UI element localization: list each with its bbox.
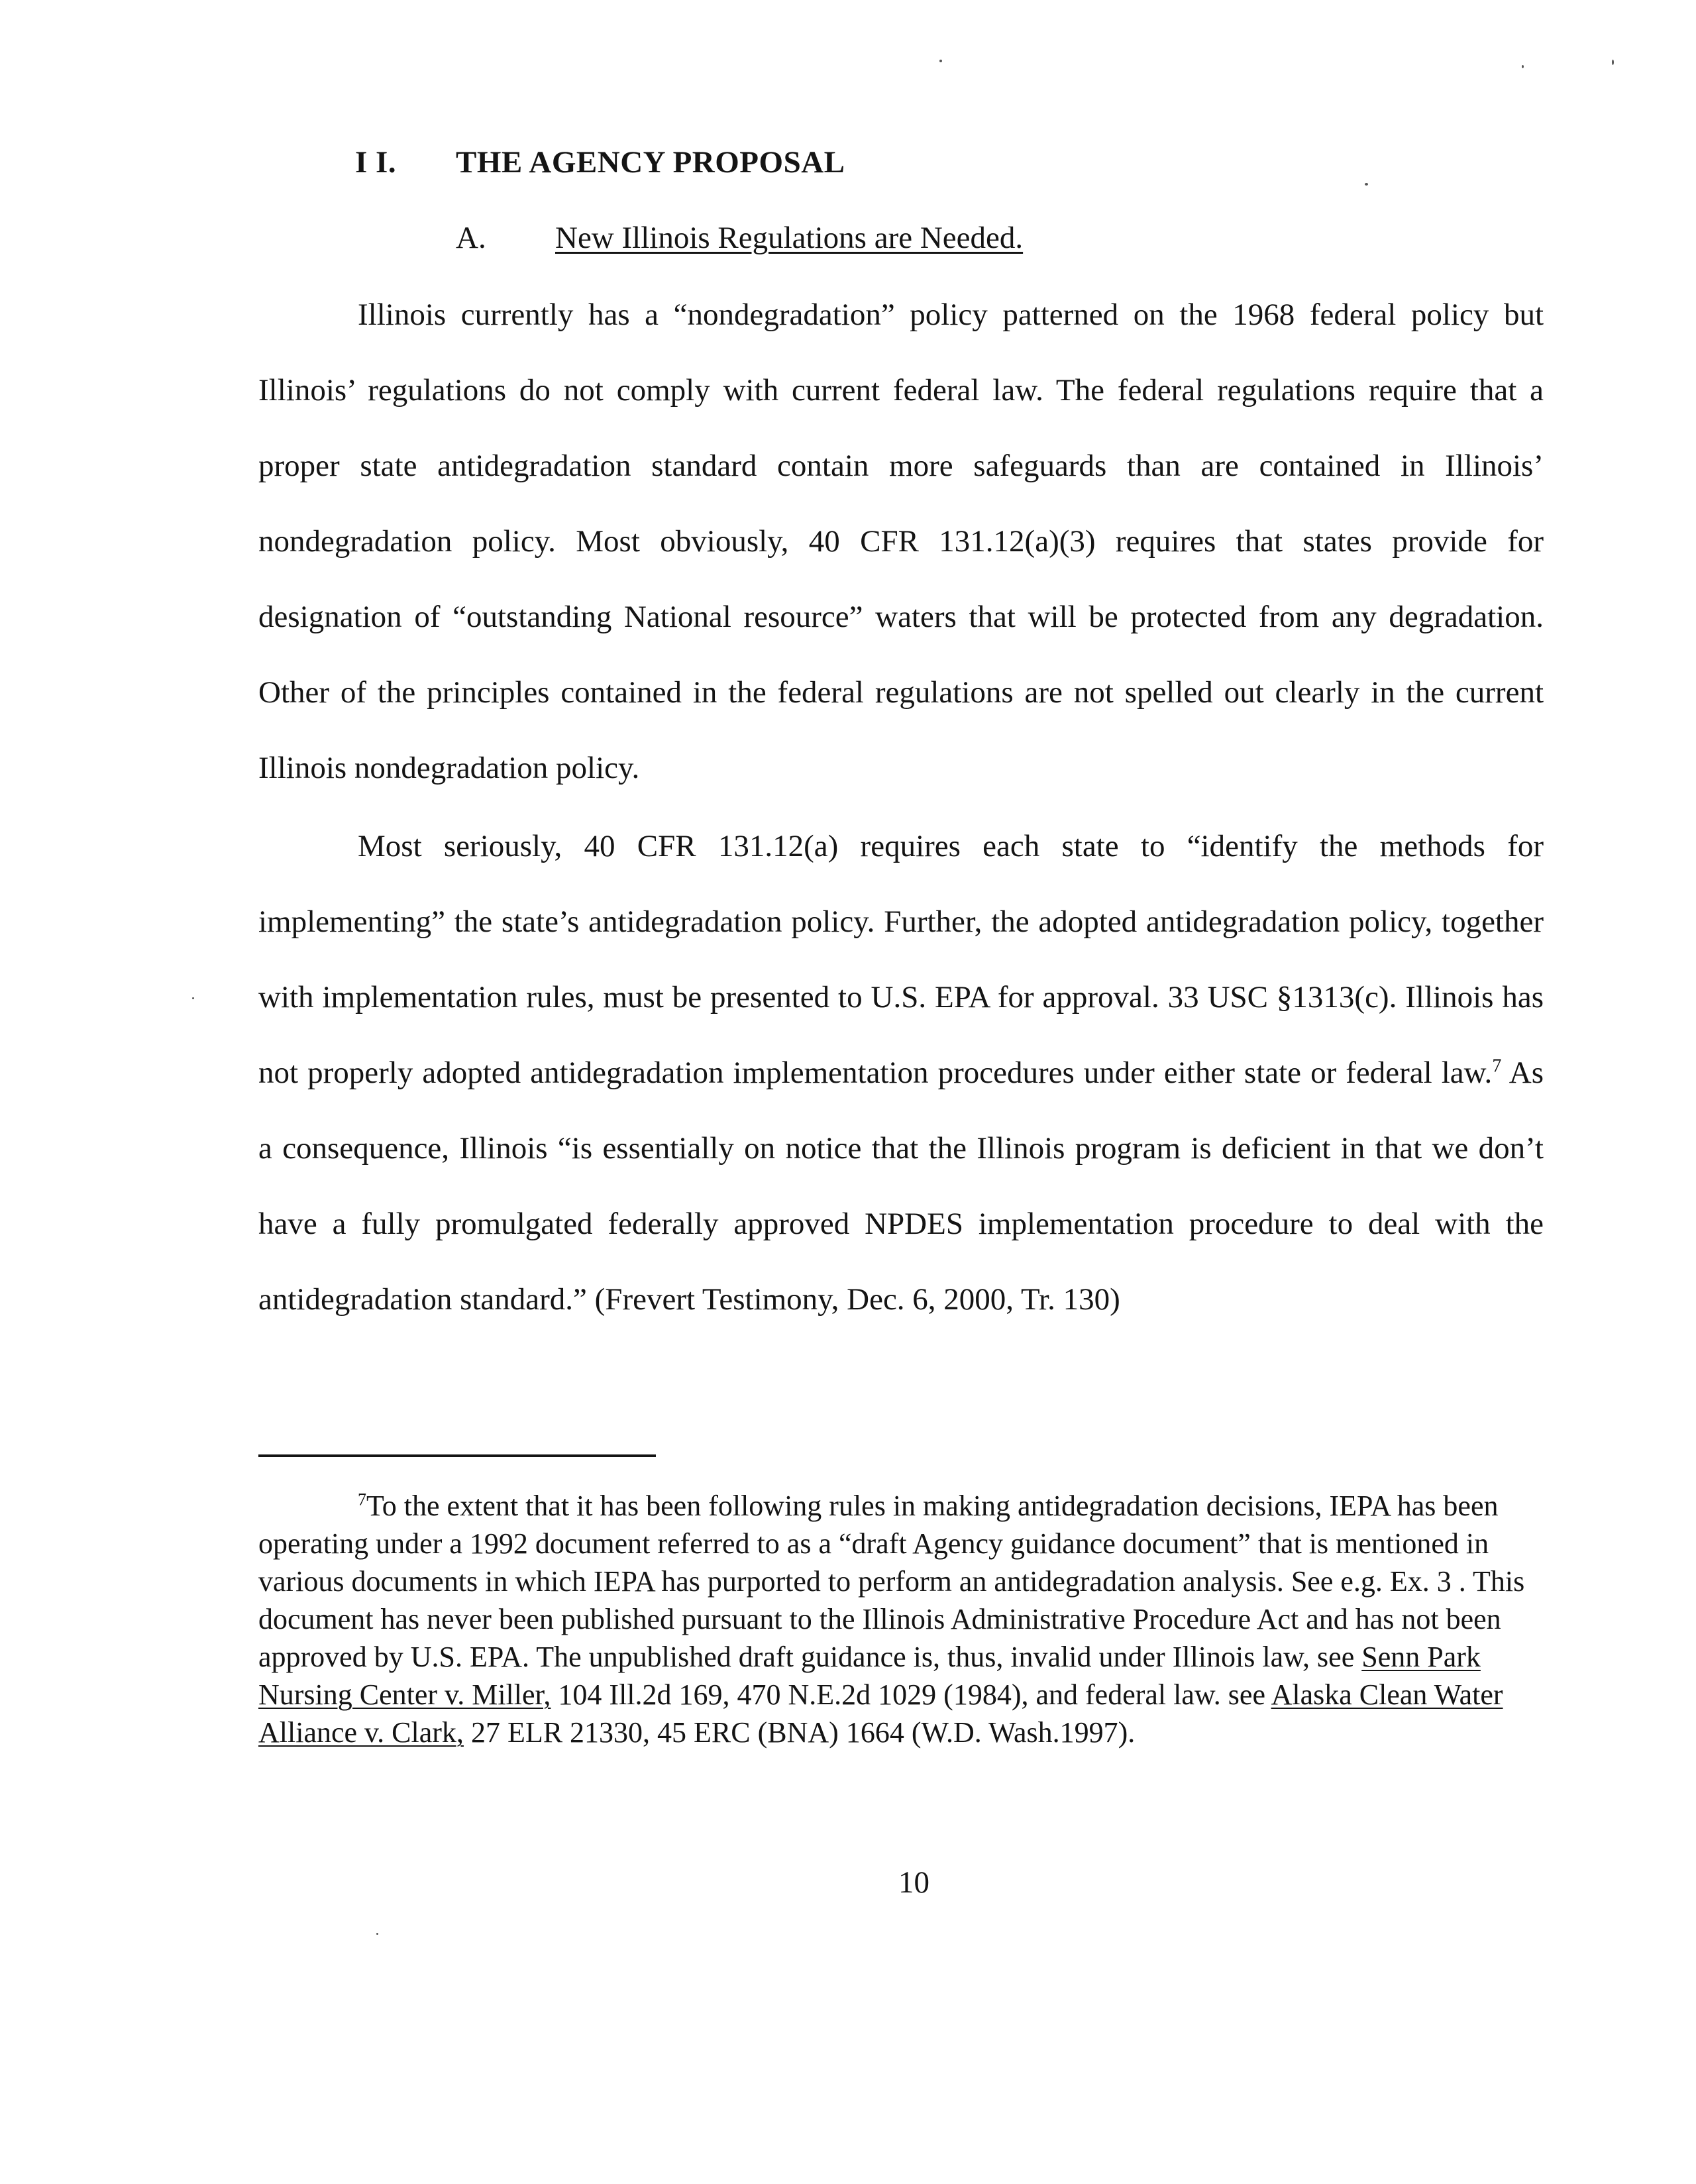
footnote [258, 1487, 1544, 1751]
case-citation-alaska-clean-water: Alaska Clean Water Alliance v. Clark, [258, 1678, 1503, 1749]
footnote-text [258, 1487, 1544, 1751]
case-citation-senn-park: Senn Park Nursing Center v. Miller, [258, 1641, 1481, 1711]
scan-speck [1365, 183, 1368, 186]
scan-speck [192, 997, 194, 999]
footnote-divider [258, 1454, 656, 1457]
footnote-reference[interactable]: 7 [1492, 1056, 1502, 1077]
section-heading [355, 144, 845, 180]
subsection-letter: A. [456, 221, 486, 255]
scan-speck [376, 1933, 378, 1935]
section-title: THE AGENCY PROPOSAL [456, 145, 845, 180]
body-paragraph-2 [258, 808, 1544, 1337]
scan-speck [1522, 65, 1524, 68]
footnote-text-part1: To the extent that it has been following rules in making antidegradation decisions, IEPA has been operating under a 1992 document referred to as a “draft Agency guidance document” that is mentioned in various documents in which IEPA has purported to perform an antidegradation analysis. See e.g. Ex. 3 . This document has never been published pursuant to the Illinois Administrative Procedure Act and has not been approved by U.S. EPA. The unpublished draft guidance is, thus, invalid under Illinois law, see [258, 1490, 1525, 1673]
subsection-heading [456, 220, 1023, 256]
paragraph-text [258, 808, 1544, 1337]
page-number: 10 [898, 1865, 929, 1900]
body-paragraph-1 [258, 277, 1544, 806]
footnote-marker: 7 [358, 1490, 366, 1509]
paragraph-text: Illinois currently has a “nondegradation” policy patterned on the 1968 federal policy but Illinois’ regulations do not comply with current federal law. The federal regulations require that a proper state antidegradation standard contain more safeguards than are contained in Illinois’ nondegradation policy. Most obviously, 40 CFR 131.12(a)(3) requires that states provide for designation of “outstanding National resource” waters that will be protected from any degradation. Other of the principles contained in the federal regulations are not spelled out clearly in the current Illinois nondegradation policy. [258, 298, 1544, 785]
section-number: I I. [355, 145, 397, 180]
footnote-text-part3: 27 ELR 21330, 45 ERC (BNA) 1664 (W.D. Wash.1997). [463, 1716, 1136, 1749]
paragraph-text-part1: Most seriously, 40 CFR 131.12(a) requires each state to “identify the methods for implementing” the state’s antidegradation policy. Further, the adopted antidegradation policy, together with implementation rules, must be presented to U.S. EPA for approval. 33 USC §1313(c). Illinois has not properly adopted antidegradation implementation procedures under either state or federal law. [258, 829, 1544, 1090]
scan-speck [939, 60, 942, 62]
footnote-text-part2: 104 Ill.2d 169, 470 N.E.2d 1029 (1984), and federal law. see [551, 1678, 1271, 1711]
paragraph-text-part2: As a consequence, Illinois “is essentially on notice that the Illinois program is deficient in that we don’t have a fully promulgated federally approved NPDES implementation procedure to deal with the antidegradation standard.” (Frevert Testimony, Dec. 6, 2000, Tr. 130) [258, 1056, 1544, 1317]
scan-speck [1612, 60, 1614, 65]
subsection-title: New Illinois Regulations are Needed. [555, 221, 1024, 255]
